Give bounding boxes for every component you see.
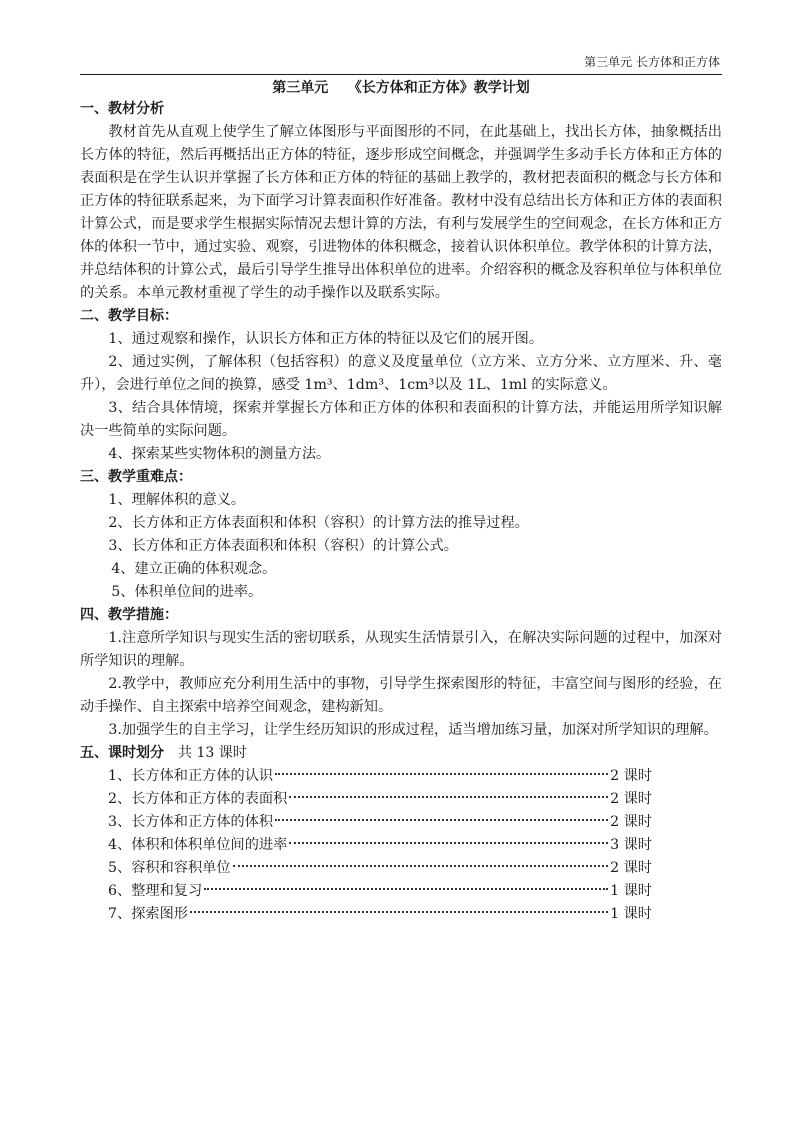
dot-leader <box>190 911 608 913</box>
lesson-name: 6、整理和复习 <box>108 883 203 899</box>
section-heading: 一、教材分析 <box>80 101 164 117</box>
lesson-name: 2、长方体和正方体的表面积 <box>108 791 288 807</box>
lesson-name: 7、探索图形 <box>108 906 188 922</box>
lesson-row <box>80 788 652 811</box>
section-heading <box>80 742 722 765</box>
lesson-hours: 2 课时 <box>610 814 652 830</box>
running-header: 第三单元 长方体和正方体 <box>584 55 720 69</box>
dot-leader <box>275 819 608 821</box>
dot-leader <box>275 773 608 775</box>
section-heading: 三、教学重难点： <box>80 469 192 485</box>
header-rule <box>80 74 722 75</box>
schedule-heading-label: 五、课时划分 <box>80 745 164 761</box>
dot-leader <box>289 796 608 798</box>
page-title: 第三单元 《长方体和正方体》教学计划 <box>272 80 530 96</box>
section-heading: 四、教学措施： <box>80 607 178 623</box>
list-item: 5、体积单位间的进率。 <box>111 584 263 600</box>
lesson-total: 共 13 课时 <box>178 745 247 761</box>
section-measures <box>80 604 722 742</box>
list-item: 2.教学中，教师应充分利用生活中的事物，引导学生探索图形的特征，丰富空间与图形的经验，在动手操作、自主探索中培养空间观念，建构新知。 <box>80 676 722 715</box>
lesson-hours: 2 课时 <box>610 860 652 876</box>
lesson-hours: 3 课时 <box>610 837 652 853</box>
list-item: 3.加强学生的自主学习，让学生经历知识的形成过程，适当增加练习量，加深对所学知识的理解。 <box>108 722 718 738</box>
lesson-name: 1、长方体和正方体的认识 <box>108 768 274 784</box>
section-schedule <box>80 742 722 926</box>
lesson-row <box>80 834 652 857</box>
lesson-name: 3、长方体和正方体的体积 <box>108 814 274 830</box>
lesson-row <box>80 857 652 880</box>
lesson-hours: 1 课时 <box>610 883 652 899</box>
list-item: 2、通过实例，了解体积（包括容积）的意义及度量单位（立方米、立方分米、立方厘米、升、毫升），会进行单位之间的换算，感受 1m³、1dm³、1cm³以及 1L、1ml 的实际意义。 <box>80 354 722 393</box>
lesson-hours: 2 课时 <box>610 791 652 807</box>
list-item: 3、结合具体情境，探索并掌握长方体和正方体的体积和表面积的计算方法，并能运用所学知识解决一些简单的实际问题。 <box>80 400 722 439</box>
paragraph: 教材首先从直观上使学生了解立体图形与平面图形的不同，在此基础上，找出长方体，抽象概括出长方体的特征，然后再概括出正方体的特征，逐步形成空间概念，并强调学生多动手长方体和正方体的表面积是在学生认识并掌握了长方体和正方体的特征的基础上教学的，教材把表面积的概念与长方体和正方体的特征联系起来，为下面学习计算表面积作好准备。教材中没有总结出长方体和正方体的表面积计算公式，而是要求学生根据实际情况去想计算的方法，有利与发展学生的空间观念，在长方体和正方体的体积一节中，通过实验、观察，引进物体的体积概念，接着认识体积单位。教学体积的计算方法，并总结体积的计算公式，最后引导学生推导出体积单位的进率。介绍容积的概念及容积单位与体积单位的关系。本单元教材重视了学生的动手操作以及联系实际。 <box>80 124 722 301</box>
document-body <box>80 98 722 926</box>
lesson-name: 5、容积和容积单位 <box>108 860 231 876</box>
list-item: 3、长方体和正方体表面积和体积（容积）的计算公式。 <box>108 538 458 554</box>
lesson-name: 4、体积和体积单位间的进率 <box>108 837 288 853</box>
dot-leader <box>233 865 609 867</box>
lesson-list <box>80 765 722 926</box>
section-analysis <box>80 98 722 305</box>
lesson-row <box>80 903 652 926</box>
dot-leader <box>289 842 608 844</box>
dot-leader <box>204 888 608 890</box>
section-heading: 二、教学目标： <box>80 308 178 324</box>
lesson-row <box>80 880 652 903</box>
list-item: 1.注意所学知识与现实生活的密切联系，从现实生活情景引入，在解决实际问题的过程中，加深对所学知识的理解。 <box>80 630 722 669</box>
section-goals <box>80 305 722 466</box>
lesson-hours: 1 课时 <box>610 906 652 922</box>
list-item: 2、长方体和正方体表面积和体积（容积）的计算方法的推导过程。 <box>108 515 529 531</box>
lesson-row <box>80 765 652 788</box>
list-item: 4、探索某些实物体积的测量方法。 <box>108 446 331 462</box>
list-item: 4、建立正确的体积观念。 <box>111 561 277 577</box>
lesson-hours: 2 课时 <box>610 768 652 784</box>
list-item: 1、通过观察和操作，认识长方体和正方体的特征以及它们的展开图。 <box>108 331 544 347</box>
lesson-row <box>80 811 652 834</box>
section-key-points <box>80 466 722 604</box>
list-item: 1、理解体积的意义。 <box>108 492 246 508</box>
